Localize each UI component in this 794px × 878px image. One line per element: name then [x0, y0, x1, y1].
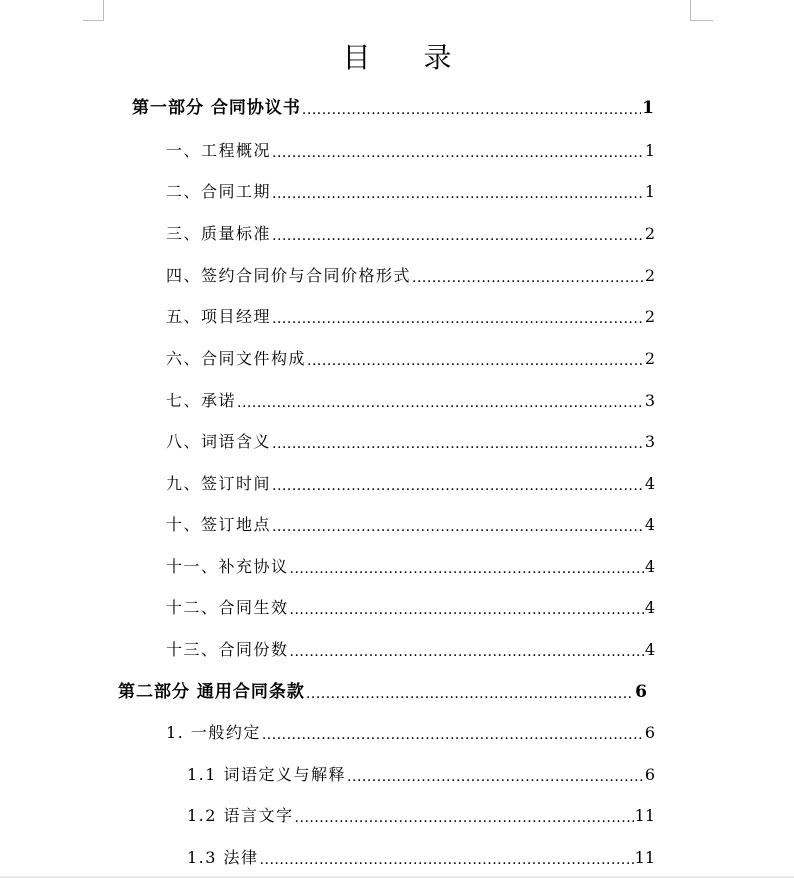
dot-leader [272, 185, 644, 203]
toc-entry-page: 11 [634, 848, 655, 867]
toc-entry-page: 4 [644, 515, 655, 534]
toc-entry-label: 1.1 词语定义与解释 [187, 765, 347, 784]
dot-leader [347, 768, 644, 786]
toc-entry[interactable] [166, 514, 655, 536]
toc-entry-label: 五、项目经理 [166, 307, 272, 326]
dot-leader [290, 643, 644, 661]
toc-entry[interactable] [166, 390, 655, 412]
dot-leader [290, 560, 644, 578]
toc-entry[interactable] [166, 306, 655, 328]
toc-entry-label: 一、工程概况 [166, 141, 272, 160]
dot-leader [272, 310, 644, 328]
dot-leader [272, 435, 644, 453]
toc-entry-label: 九、签订时间 [166, 474, 272, 493]
toc-entry-page: 6 [644, 723, 655, 742]
toc-entry[interactable] [166, 431, 655, 453]
dot-leader [302, 101, 641, 119]
toc-entry[interactable] [166, 348, 655, 370]
dot-leader [260, 851, 634, 869]
dot-leader [237, 394, 644, 412]
toc-entry[interactable] [166, 223, 655, 245]
dot-leader [272, 477, 644, 495]
dot-leader [272, 518, 644, 536]
toc-entry-label: 十三、合同份数 [166, 640, 289, 659]
dot-leader [306, 685, 634, 703]
toc-entry-label: 六、合同文件构成 [166, 349, 307, 368]
dot-leader [272, 144, 644, 162]
toc-entry-label: 1.2 语言文字 [187, 806, 294, 825]
toc-entry[interactable] [166, 556, 655, 578]
toc-entry-page: 6 [635, 682, 648, 702]
toc-entry-label: 三、质量标准 [166, 224, 272, 243]
dot-leader [295, 809, 634, 827]
crop-mark-top-right [690, 0, 713, 21]
dot-leader [307, 352, 644, 370]
toc-entry-page: 4 [644, 557, 655, 576]
toc-entry-page: 1 [644, 182, 655, 201]
dot-leader [272, 227, 644, 245]
toc-entry-page: 4 [644, 640, 655, 659]
toc-entry-page: 2 [644, 307, 655, 326]
toc-entry-page: 6 [644, 765, 655, 784]
toc-entry-part1[interactable] [132, 97, 655, 119]
toc-entry-label: 第一部分 合同协议书 [132, 98, 301, 118]
dot-leader [290, 601, 644, 619]
dot-leader [262, 726, 644, 744]
toc-entry-label: 四、签约合同价与合同价格形式 [166, 266, 412, 285]
toc-entry-page: 4 [644, 598, 655, 617]
toc-entry-page: 2 [644, 349, 655, 368]
toc-entry-page: 1 [642, 98, 655, 118]
toc-entry-page: 2 [644, 266, 655, 285]
toc-entry[interactable] [166, 181, 655, 203]
crop-mark-top-left [83, 0, 104, 21]
toc-entry-label: 八、词语含义 [166, 432, 272, 451]
toc-entry-label: 二、合同工期 [166, 182, 272, 201]
toc-entry-page: 4 [644, 474, 655, 493]
toc-entry-page: 2 [644, 224, 655, 243]
toc-entry-label: 十一、补充协议 [166, 557, 289, 576]
toc-entry-label: 1.3 法律 [187, 848, 259, 867]
toc-entry-label: 1. 一般约定 [166, 723, 261, 742]
toc-entry[interactable] [166, 265, 655, 287]
toc-entry-page: 11 [634, 806, 655, 825]
toc-entry[interactable] [187, 764, 655, 786]
toc-entry-part2[interactable] [118, 681, 648, 703]
toc-entry[interactable] [166, 722, 655, 744]
toc-entry[interactable] [187, 805, 655, 827]
toc-entry-label: 第二部分 通用合同条款 [118, 682, 305, 702]
toc-entry-page: 3 [644, 391, 655, 410]
toc-entry[interactable] [187, 847, 655, 869]
dot-leader [412, 269, 644, 287]
toc-entry[interactable] [166, 639, 655, 661]
toc-entry-page: 1 [644, 141, 655, 160]
toc-entry[interactable] [166, 473, 655, 495]
toc-title: 目 录 [342, 41, 474, 74]
toc-entry-label: 十二、合同生效 [166, 598, 289, 617]
toc-entry-page: 3 [644, 432, 655, 451]
toc-entry[interactable] [166, 597, 655, 619]
toc-entry[interactable] [166, 140, 655, 162]
toc-entry-label: 十、签订地点 [166, 515, 272, 534]
toc-entry-label: 七、承诺 [166, 391, 237, 410]
